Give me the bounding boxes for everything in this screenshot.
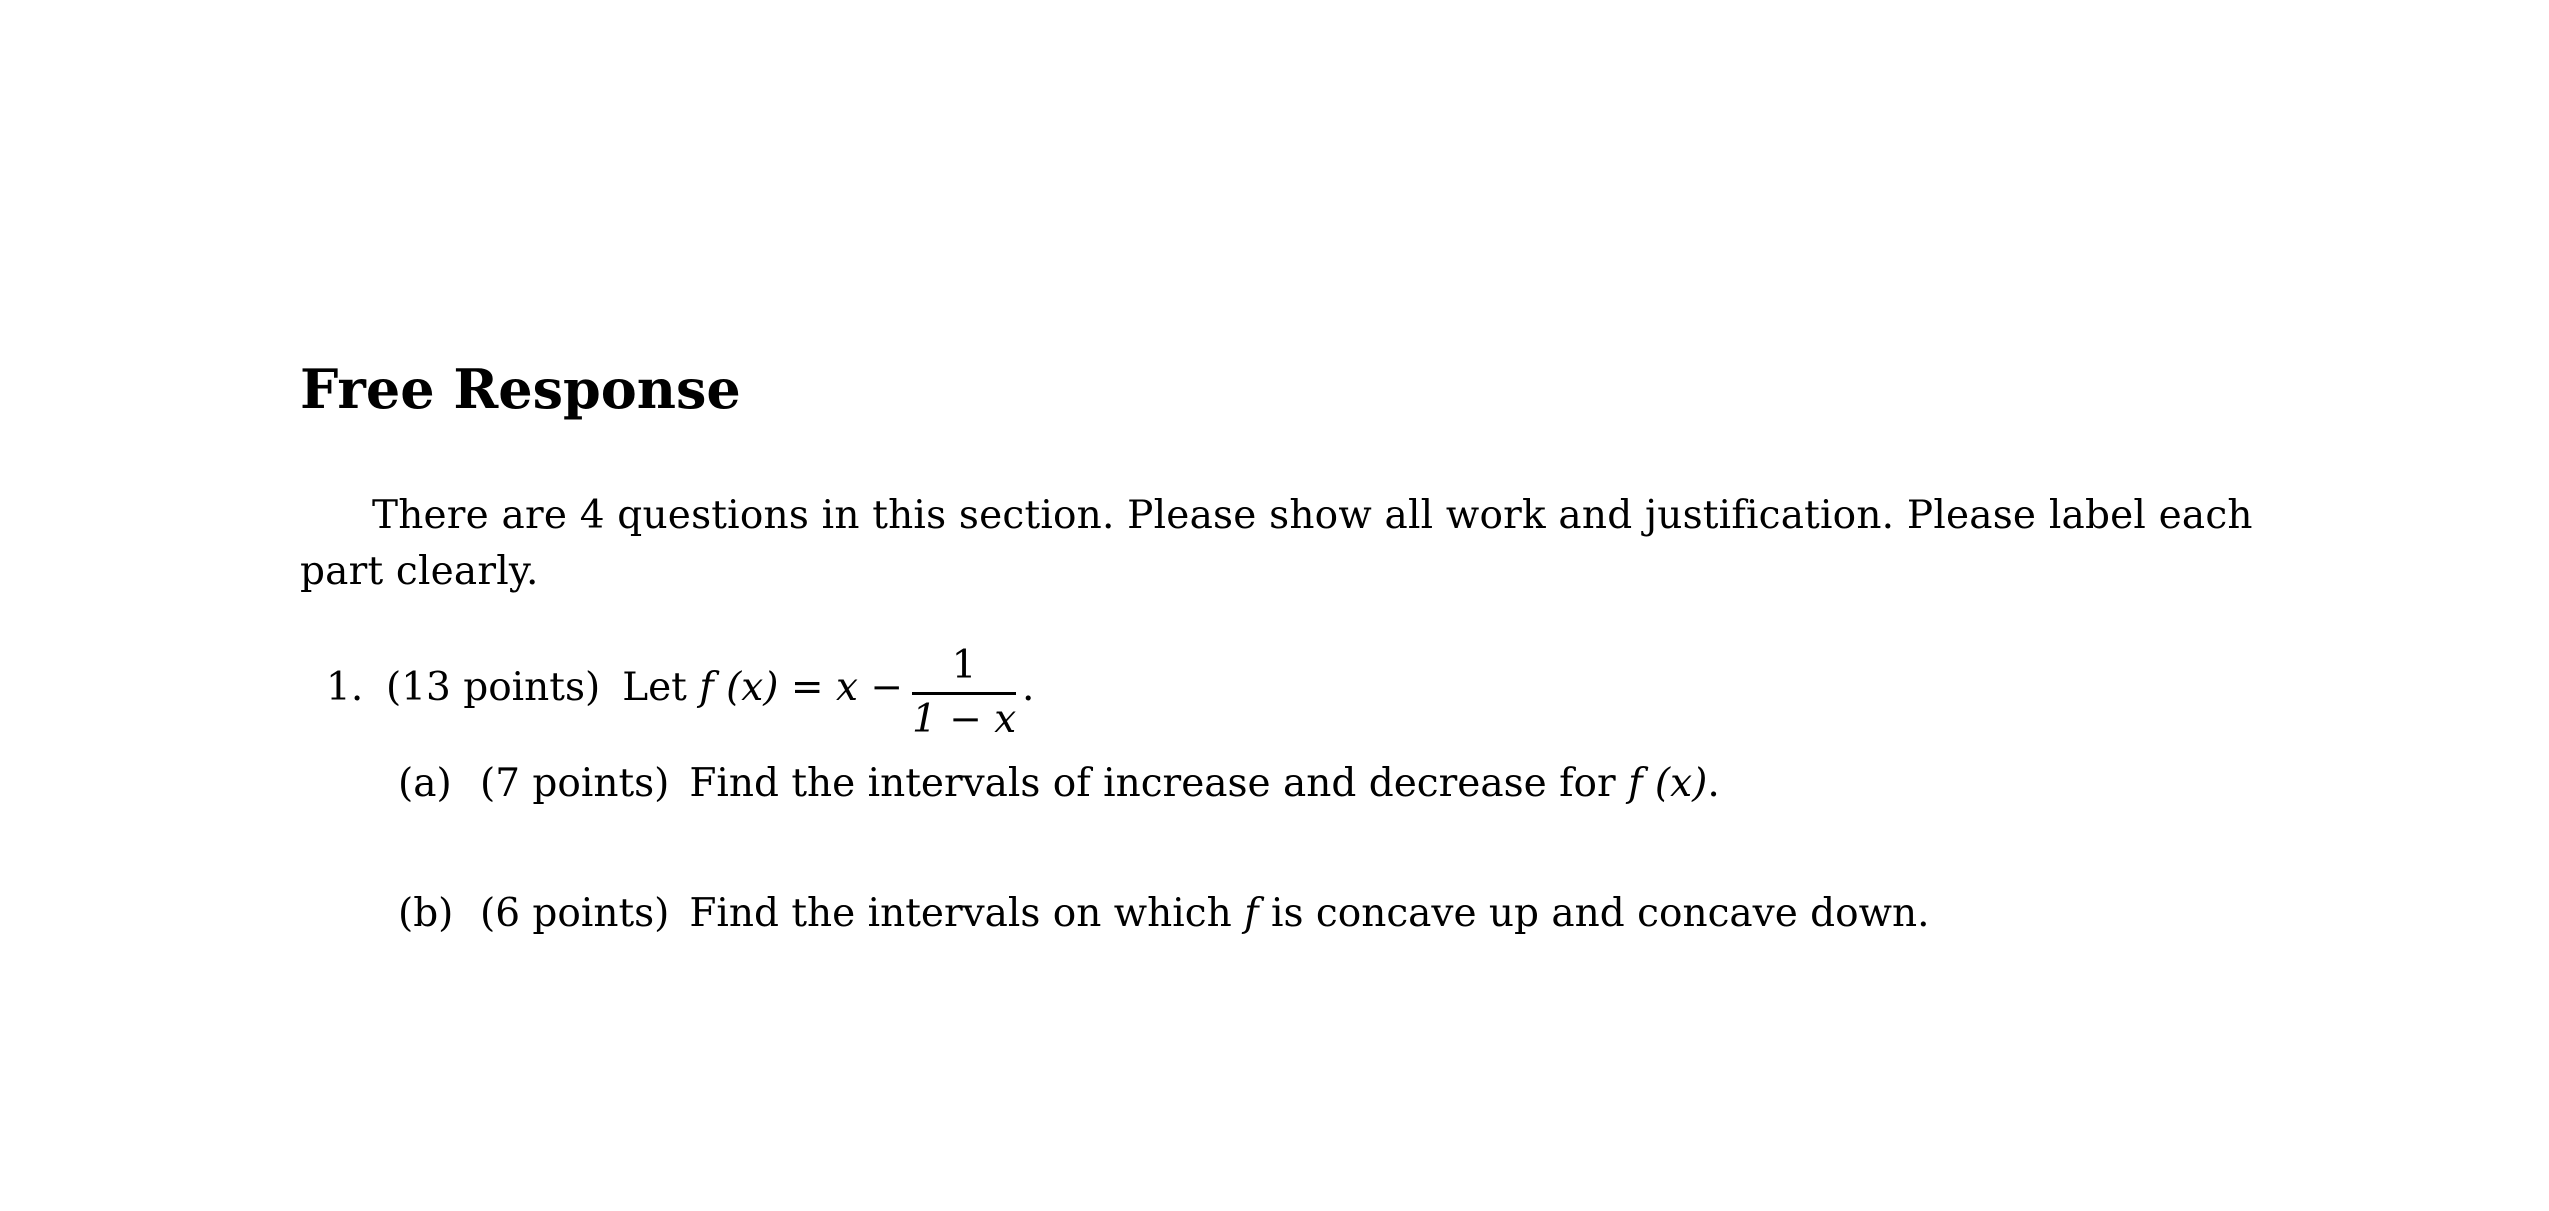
part-points: (7 points) — [480, 761, 670, 806]
question-prompt-prefix: Let — [622, 665, 687, 710]
question-end-period: . — [1022, 665, 1035, 710]
question-1 — [326, 643, 1035, 742]
part-math: f (x) — [1628, 761, 1708, 806]
function-lhs: f (x) = x − — [699, 665, 904, 710]
function-fraction — [912, 644, 1016, 745]
section-title: Free Response — [300, 357, 741, 421]
part-text-before: Find the intervals on which — [689, 891, 1232, 936]
fraction-numerator: 1 — [912, 644, 1016, 695]
question-number: 1. — [326, 665, 364, 710]
part-text: Find the intervals of increase and decrease for — [689, 761, 1616, 806]
part-label: (b) — [398, 891, 454, 936]
question-1-part-b — [398, 891, 1930, 936]
part-math: f — [1244, 891, 1259, 936]
part-end: . — [1707, 761, 1720, 806]
part-points: (6 points) — [480, 891, 670, 936]
question-1-part-a — [398, 761, 1720, 806]
fraction-denominator: 1 − x — [912, 697, 1017, 742]
section-instructions: There are 4 questions in this section. Please show all work and justification. Please label each part clearly. — [300, 493, 2253, 594]
part-label: (a) — [398, 761, 452, 806]
question-points: (13 points) — [386, 665, 601, 710]
part-text-after: is concave up and concave down. — [1271, 891, 1930, 936]
